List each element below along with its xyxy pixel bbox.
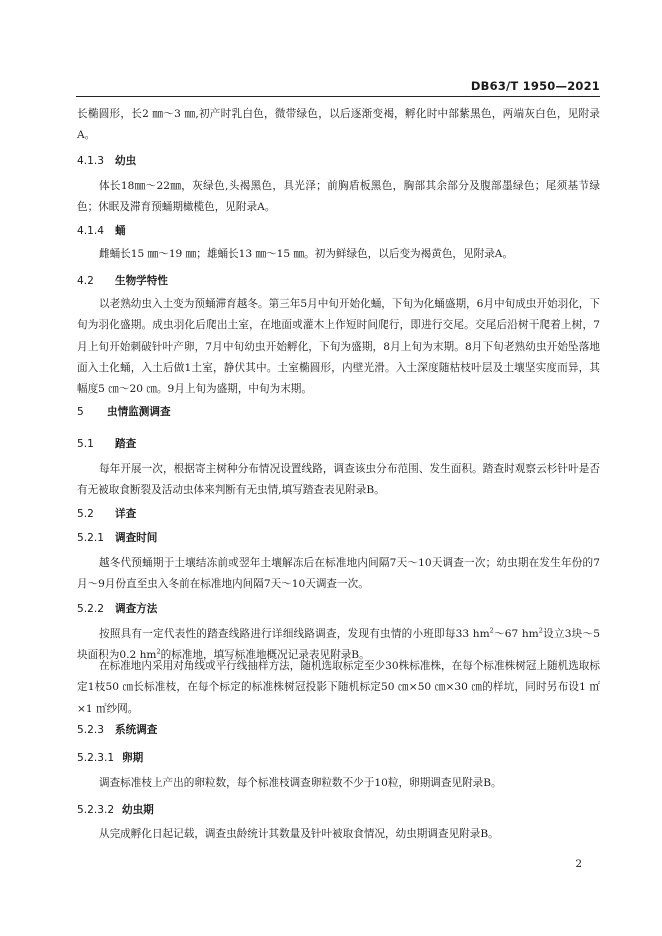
heading-5-2 bbox=[77, 506, 600, 522]
heading-title: 调查时间 bbox=[115, 532, 158, 544]
heading-number: 5.2.1 bbox=[77, 532, 104, 544]
heading-number: 5.2.3.1 bbox=[77, 752, 115, 764]
heading-title: 蛹 bbox=[115, 225, 126, 237]
heading-number: 5.2 bbox=[77, 508, 94, 520]
heading-title: 调查方法 bbox=[115, 603, 158, 615]
superscript: 2 bbox=[156, 647, 161, 656]
text-segment: 按照具有一定代表性的踏查线路进行详细线路调查，发现有虫情的小班即每33 hm bbox=[99, 628, 490, 640]
header-rule bbox=[76, 96, 600, 97]
heading-title: 踏查 bbox=[115, 438, 137, 450]
heading-4-2 bbox=[77, 273, 600, 289]
heading-5-1 bbox=[77, 436, 600, 452]
heading-number: 4.1.4 bbox=[77, 225, 104, 237]
text-segment: 设立3块～5块面积为0.2 hm bbox=[77, 628, 601, 662]
text-segment: ～67 hm bbox=[493, 628, 539, 640]
heading-5 bbox=[77, 404, 600, 420]
text-segment: 的标准地，填写标准地概况记录表见附录B。 bbox=[160, 649, 370, 662]
heading-number: 5.2.3 bbox=[77, 724, 104, 736]
heading-title: 详查 bbox=[115, 508, 137, 520]
heading-number: 5.1 bbox=[77, 438, 94, 450]
document-standard-number: DB63/T 1950—2021 bbox=[470, 79, 600, 93]
heading-5-2-3-1 bbox=[77, 750, 600, 766]
heading-4-1-4 bbox=[77, 223, 600, 239]
paragraph-larva-description: 体长18㎜～22㎜，灰绿色,头褐黑色，具光泽；前胸盾板黑色，胸部其余部分及腹部墨绿色；尾须基节绿色；休眠及滞育预蛹期橄榄色，见附录A。 bbox=[77, 180, 600, 214]
paragraph-biology: 以老熟幼虫入土变为预蛹滞育越冬。第三年5月中旬开始化蛹，下旬为化蛹盛期，6月中旬成虫开始羽化，下旬为羽化盛期。成虫羽化后爬出土室，在地面或灌木上作短时间爬行，即进行交尾。交尾后沿树干爬着上树，7月上旬开始刺破针叶产卵，7月中旬幼虫开始孵化，下旬为盛期，8月上旬为末期。8月下旬老熟幼虫开始坠落地面入土化蛹，入土后做1土室，静伏其中。土室椭圆形，内壁光滑。入土深度随枯枝叶层及土壤坚实度而异，其幅度5 ㎝～20 ㎝。9月上旬为盛期，中旬为末期。 bbox=[77, 298, 600, 396]
heading-number: 4.2 bbox=[77, 275, 94, 287]
paragraph-egg-stage-survey: 调查标准枝上产出的卵粒数，每个标准枝调查卵粒数不少于10粒，卵期调查见附录B。 bbox=[99, 777, 502, 789]
paragraph-survey-method-sampling: 在标准地内采用对角线或平行线抽样方法，随机选取标定至少30株标准株，在每个标准株树冠上随机选取标定1枝50 ㎝长标准枝，在每个标定的标准株树冠投影下随机标定50 ㎝×50 ㎝×30 ㎝的样坑，同时另布设1 ㎡×1 ㎡纱网。 bbox=[77, 660, 600, 715]
heading-5-2-3 bbox=[77, 722, 600, 738]
heading-number: 4.1.3 bbox=[77, 155, 104, 167]
paragraph-egg-description: 长椭圆形，长2 ㎜～3 ㎜,初产时乳白色，微带绿色，以后逐渐变褐，孵化时中部紫黑色，两端灰白色，见附录A。 bbox=[77, 108, 600, 142]
heading-5-2-3-2 bbox=[77, 802, 600, 818]
heading-number: 5 bbox=[77, 406, 84, 418]
paragraph-larva-stage-survey: 从完成孵化日起记载，调查虫龄统计其数量及针叶被取食情况，幼虫期调查见附录B。 bbox=[99, 828, 499, 840]
heading-title: 幼虫期 bbox=[122, 804, 154, 816]
page-number: 2 bbox=[575, 858, 582, 870]
paragraph-general-survey: 每年开展一次，根据寄主树种分布情况设置线路，调查该虫分布范围、发生面积。踏查时观察云杉针叶是否有无被取食断裂及活动虫体来判断有无虫情,填写踏查表见附录B。 bbox=[77, 463, 600, 497]
superscript: 2 bbox=[489, 626, 494, 635]
heading-title: 卵期 bbox=[122, 752, 144, 764]
paragraph-survey-time: 越冬代预蛹期于土壤结冻前或翌年土壤解冻后在标准地内间隔7天～10天调查一次；幼虫期在发生年份的7月～9月份直至虫入冬前在标准地内间隔7天～10天调查一次。 bbox=[77, 557, 600, 591]
heading-title: 虫情监测调查 bbox=[107, 406, 171, 418]
paragraph-pupa-description: 雌蛹长15 ㎜～19 ㎜；雄蛹长13 ㎜～15 ㎜。初为鲜绿色，以后变为褐黄色，见附录A。 bbox=[99, 248, 514, 260]
heading-4-1-3 bbox=[77, 153, 600, 169]
heading-title: 系统调查 bbox=[115, 724, 158, 736]
heading-title: 幼虫 bbox=[115, 155, 137, 167]
heading-5-2-2 bbox=[77, 601, 600, 617]
heading-title: 生物学特性 bbox=[115, 275, 168, 287]
heading-number: 5.2.3.2 bbox=[77, 804, 115, 816]
heading-number: 5.2.2 bbox=[77, 603, 104, 615]
heading-5-2-1 bbox=[77, 530, 600, 546]
superscript: 2 bbox=[538, 626, 543, 635]
